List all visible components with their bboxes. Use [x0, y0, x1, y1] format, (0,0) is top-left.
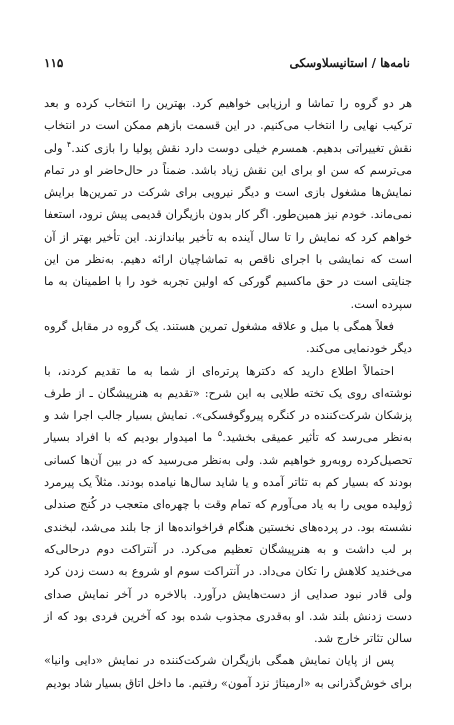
footnote-marker: ۵ [217, 429, 223, 439]
text-segment: ولی می‌ترسم که سن او برای این نقش زیاد باشد. ضمناً در حال‌حاضر او در تمام نمایش‌ها مشغول بازی است و دیگر نیرویی برای شرکت در تمرین‌ها برایش نمی‌ماند. خودم نیز همین‌طور. اگر کار بدون بازیگران قدیمی پیش نرود، استعفا خواهم کرد که نمایش را تا سال آینده به تأخیر بیاندازند. این تأخیر بهتر از آن است که نمایشی با اجرای ناقص به تماشاچیان ارائه دهیم. به‌نظر من این جنایتی است در حق ماکسیم گورکی که اولین تجربه خود را با اطمینان به ما سپرده است. [44, 140, 412, 311]
paragraph [44, 315, 412, 360]
text-segment: پس از پایان نمایش همگی بازیگران شرکت‌کننده در نمایش «دایی وانیا» برای خوش‌گذرانی به «ارمیتاژ نزد آمون» رفتیم. ما داخل اتاق بسیار شاد بودیم [44, 653, 412, 690]
paragraph [44, 360, 412, 650]
page-number: ۱۱۵ [44, 56, 64, 70]
paragraph [44, 92, 412, 315]
running-title: نامه‌ها / استانیسلاوسکی [289, 56, 410, 70]
text-segment: هر دو گروه را تماشا و ارزیابی خواهیم کرد. بهترین را انتخاب کرده و بعد ترکیب نهایی را انتخاب می‌کنیم. در این قسمت بازهم ممکن است در انتخاب نقش تغییراتی بدهیم. همسرم خیلی دوست دارد نقش پولیا را بازی کند. [44, 96, 413, 155]
text-segment: فعلاً همگی با میل و علاقه مشغول تمرین هستند. یک گروه در مقابل گروه دیگر خودنمایی می‌کند. [44, 318, 412, 356]
body-text [44, 92, 412, 694]
paragraph [44, 649, 412, 694]
text-segment: ما امیدوار بودیم که با افراد بسیار تحصیل‌کرده روبه‌رو خواهیم شد. ولی به‌نظر می‌رسید که در بین آن‌ها کسانی بودند که بسیار کم به تئاتر آمده و یا شاید سال‌ها نیامده بودند. مثلاً یک پیرمرد ژولیده مویی را به یاد می‌آورم که تمام وقت با چهره‌ای متعجب در کُنج صندلی نشسته بود. در پرده‌های نخستین هنگام فراخوانده‌ها از جا بلند می‌شد، لبخندی بر لب داشت و به هنرپیشگان تعظیم می‌کرد. در آنتراکت دوم درحالی‌که می‌خندید کلاهش را تکان می‌داد. در آنتراکت سوم او شروع به دست زدن کرد ولی قادر نبود صدایی از دست‌هایش درآورد. بالاخره در آخر نمایش صدای دست زدنش بلند شد. او به‌قدری مجذوب شده بود که آخرین فردی بود که از سالن تئاتر خارج شد. [44, 430, 412, 646]
footnote-marker: ۴ [66, 139, 72, 149]
running-header [44, 56, 410, 76]
text-segment: احتمالاً اطلاع دارید که دکترها پرتره‌ای از شما به ما تقدیم کردند، با نوشته‌ای روی یک تخته طلایی به این شرح: «تقدیم به هنرپیشگان ـ از طرف پزشکان شرکت‌کننده در کنگره پیروگوفسکی». نمایش بسیار جالب اجرا شد و به‌نظر می‌رسد که تأثیر عمیقی بخشید. [44, 363, 412, 445]
